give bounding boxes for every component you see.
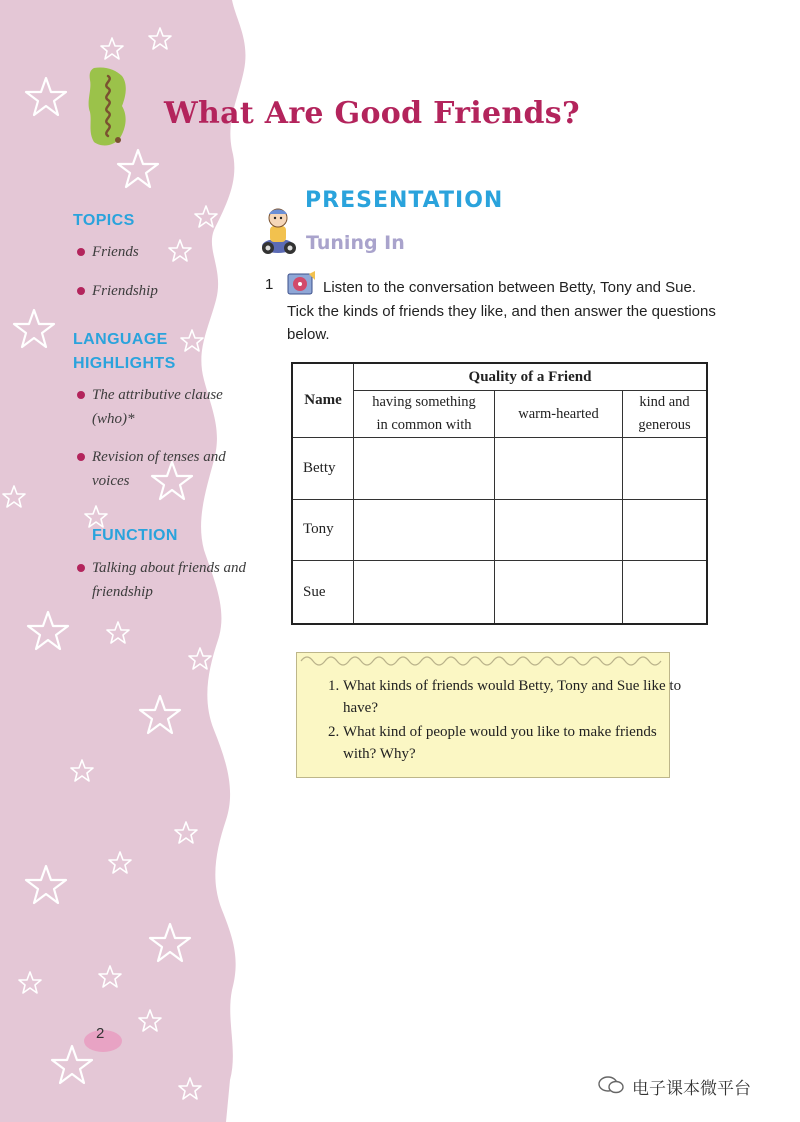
topic-item: Friends xyxy=(92,244,139,260)
follow-up-question: 1. What kinds of friends would Betty, Tony and Sue like to have? xyxy=(343,675,683,719)
language-item-line: voices xyxy=(92,473,130,489)
friend-quality-table xyxy=(291,362,708,625)
scroll-border-icon xyxy=(297,653,669,667)
tick-cell[interactable] xyxy=(623,438,708,500)
wechat-icon xyxy=(597,1075,627,1095)
question-text: Listen to the conversation between Betty, Tony and Sue. Tick the kinds of friends they like, and then answer the questions below. xyxy=(287,279,716,343)
page-title: What Are Good Friends? xyxy=(164,96,580,131)
tick-cell[interactable] xyxy=(354,561,495,624)
quality-header: Quality of a Friend xyxy=(354,363,708,391)
follow-up-box xyxy=(296,652,682,778)
table-row xyxy=(292,438,707,500)
bullet-icon xyxy=(77,564,85,572)
row-name: Tony xyxy=(292,499,354,561)
function-item-line: friendship xyxy=(92,584,153,600)
column-header xyxy=(623,391,708,438)
row-name: Sue xyxy=(292,561,354,624)
language-item xyxy=(92,445,262,493)
language-item-line: Revision of tenses and xyxy=(92,449,226,465)
language-heading xyxy=(73,328,176,376)
tick-cell[interactable] xyxy=(354,499,495,561)
column-header-line: generous xyxy=(638,417,691,433)
tick-cell[interactable] xyxy=(495,561,623,624)
language-item-line: (who)* xyxy=(92,411,135,427)
column-header-line: warm-hearted xyxy=(518,405,599,422)
table-row xyxy=(292,561,707,624)
language-heading-line1: LANGUAGE xyxy=(73,331,168,348)
page-number: 2 xyxy=(96,1025,105,1042)
topics-heading: TOPICS xyxy=(73,212,135,229)
language-heading-line2: HIGHLIGHTS xyxy=(73,355,176,372)
column-header-line: having something xyxy=(372,394,476,410)
bullet-icon xyxy=(77,391,85,399)
language-item-line: The attributive clause xyxy=(92,387,223,403)
subsection-title: Tuning In xyxy=(306,232,405,254)
name-header: Name xyxy=(292,363,354,438)
column-header-line: kind and xyxy=(639,394,690,410)
tick-cell[interactable] xyxy=(623,561,708,624)
question-number: 1 xyxy=(265,276,274,293)
bullet-icon xyxy=(77,287,85,295)
row-name: Betty xyxy=(292,438,354,500)
watermark-text: 电子课本微平台 xyxy=(632,1079,751,1099)
tick-cell[interactable] xyxy=(495,438,623,500)
bullet-icon xyxy=(77,248,85,256)
tick-cell[interactable] xyxy=(354,438,495,500)
function-item-line: Talking about friends and xyxy=(92,560,247,576)
tick-cell[interactable] xyxy=(495,499,623,561)
follow-up-list xyxy=(319,675,683,767)
follow-up-question: 2. What kind of people would you like to make friends with? Why? xyxy=(343,721,683,765)
bullet-icon xyxy=(77,453,85,461)
tick-cell[interactable] xyxy=(623,499,708,561)
mascot-icon xyxy=(254,206,302,256)
unit-decoration-icon xyxy=(86,66,130,148)
column-header-line: in common with xyxy=(376,417,472,433)
function-heading: FUNCTION xyxy=(92,527,178,544)
column-header xyxy=(495,391,623,438)
topic-item: Friendship xyxy=(92,283,158,299)
table-row xyxy=(292,499,707,561)
function-item xyxy=(92,556,262,604)
column-header xyxy=(354,391,495,438)
section-title: PRESENTATION xyxy=(305,188,504,213)
language-item xyxy=(92,383,262,431)
